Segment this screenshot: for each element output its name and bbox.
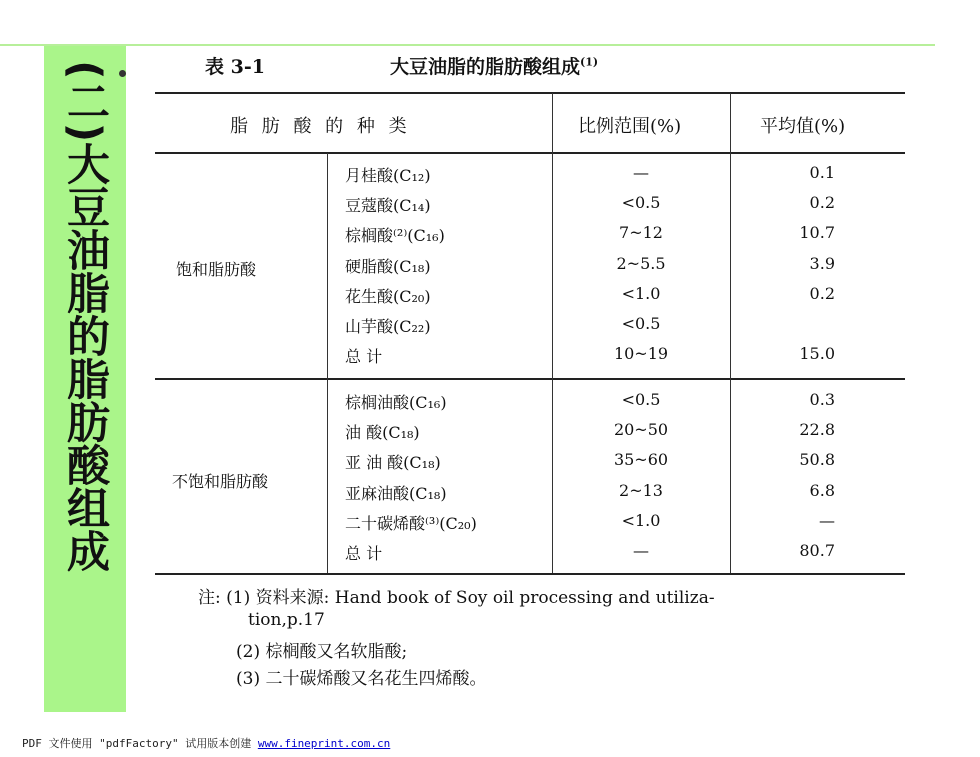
cell-avg: 15.0 bbox=[799, 344, 835, 364]
cell-range: 10~19 bbox=[613, 344, 669, 364]
cell-avg: 3.9 bbox=[809, 253, 835, 273]
table-number: 表 3-1 bbox=[205, 56, 265, 78]
cell-acid: 硬脂酸(C₁₈) bbox=[345, 256, 431, 276]
note-2: (2) 棕榈酸又名软脂酸; bbox=[236, 642, 408, 662]
cell-range: 20~50 bbox=[613, 420, 669, 440]
col-divider-acid bbox=[327, 153, 328, 573]
cell-acid: 二十碳烯酸⁽³⁾(C₂₀) bbox=[345, 513, 477, 533]
cell-range: <0.5 bbox=[621, 314, 661, 333]
cell-acid: 月桂酸(C₁₂) bbox=[345, 166, 431, 185]
cell-avg: 0.2 bbox=[809, 193, 835, 213]
header-kind: 脂 肪 酸 的 种 类 bbox=[230, 116, 411, 137]
cell-acid: 山芋酸(C₂₂) bbox=[345, 317, 431, 336]
table-title-ref: (1) bbox=[580, 55, 599, 69]
cell-range: 7~12 bbox=[619, 223, 663, 243]
col-divider-avg bbox=[730, 93, 731, 573]
footer-text: PDF 文件使用 "pdfFactory" 试用版本创建 bbox=[22, 737, 258, 750]
cell-range: 2~5.5 bbox=[616, 253, 666, 273]
note-1: 注: (1) 资料来源: Hand book of Soy oil processing and utiliza- bbox=[198, 588, 715, 608]
cell-acid: 花生酸(C₂₀) bbox=[345, 286, 431, 306]
cell-avg: 22.8 bbox=[799, 420, 835, 440]
cell-range: <0.5 bbox=[621, 193, 661, 213]
header-range: 比例范围(%) bbox=[578, 116, 682, 137]
cell-range: — bbox=[633, 541, 649, 560]
bullet-dot bbox=[119, 70, 126, 77]
cell-avg: 6.8 bbox=[809, 480, 835, 500]
note-1-cont: tion,p.17 bbox=[248, 610, 325, 630]
cell-avg: 10.7 bbox=[799, 223, 835, 243]
cell-avg: 0.1 bbox=[809, 163, 835, 182]
note-3: (3) 二十碳烯酸又名花生四烯酸。 bbox=[236, 669, 487, 689]
group-divider-rule bbox=[155, 378, 905, 380]
cell-avg: — bbox=[819, 510, 835, 530]
cell-acid: 棕榈油酸(C₁₆) bbox=[345, 393, 447, 412]
cell-range: 2~13 bbox=[619, 480, 663, 500]
cell-acid: 总 计 bbox=[345, 347, 383, 367]
cell-range: 35~60 bbox=[613, 450, 669, 470]
cell-avg: 0.2 bbox=[809, 283, 835, 303]
table-title-text: 大豆油脂的脂肪酸组成 bbox=[390, 56, 581, 78]
cell-range: <1.0 bbox=[621, 510, 661, 530]
top-divider bbox=[0, 44, 935, 46]
cell-acid: 亚麻油酸(C₁₈) bbox=[345, 483, 447, 503]
cell-acid: 棕榈酸⁽²⁾(C₁₆) bbox=[345, 226, 445, 246]
cell-avg: 0.3 bbox=[809, 390, 835, 409]
cell-acid: 油 酸(C₁₈) bbox=[345, 423, 420, 443]
cell-acid: 豆蔻酸(C₁₄) bbox=[345, 196, 431, 216]
table-top-rule bbox=[155, 92, 905, 94]
cell-range: — bbox=[633, 163, 649, 182]
cell-avg: 80.7 bbox=[799, 541, 835, 560]
header-bottom-rule bbox=[155, 152, 905, 154]
group-label: 饱和脂肪酸 bbox=[176, 259, 257, 279]
cell-acid: 亚 油 酸(C₁₈) bbox=[345, 453, 441, 473]
cell-range: <1.0 bbox=[621, 283, 661, 303]
cell-avg: 50.8 bbox=[799, 450, 835, 470]
cell-acid: 总 计 bbox=[345, 544, 383, 563]
header-avg: 平均值(%) bbox=[760, 116, 846, 137]
cell-range: <0.5 bbox=[621, 390, 661, 409]
footer-link[interactable]: www.fineprint.com.cn bbox=[257, 737, 391, 750]
group-label: 不饱和脂肪酸 bbox=[172, 471, 269, 491]
pdf-footer bbox=[22, 735, 390, 751]
table-title bbox=[390, 52, 598, 79]
vertical-section-title: (二)大豆油脂的脂肪酸组成 bbox=[60, 60, 110, 573]
table-bottom-rule bbox=[155, 573, 905, 575]
col-divider-range bbox=[552, 93, 553, 573]
